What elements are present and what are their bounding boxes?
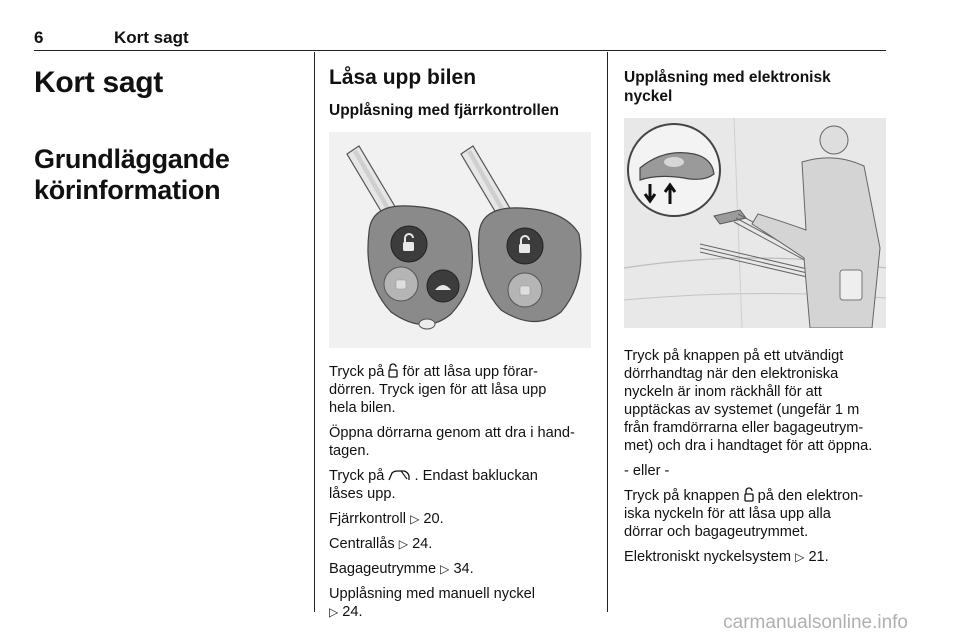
tailgate-icon bbox=[388, 470, 410, 482]
page-header bbox=[34, 28, 886, 51]
subtitle-line2: nyckel bbox=[624, 88, 673, 105]
column-left bbox=[34, 52, 306, 612]
remote-unlock-text bbox=[329, 363, 590, 621]
text: . Endast bakluckan bbox=[414, 468, 538, 484]
text: hela bilen. bbox=[329, 400, 396, 416]
text: Tryck på knappen bbox=[624, 488, 740, 504]
cross-reference[interactable] bbox=[329, 510, 590, 528]
page-ref: 34. bbox=[453, 561, 474, 577]
text: upptäckas av systemet (ungefär 1 m bbox=[624, 402, 860, 418]
watermark: carmanualsonline.info bbox=[723, 612, 908, 633]
column-right bbox=[607, 52, 887, 612]
paragraph bbox=[624, 347, 887, 455]
text: dörren. Tryck igen för att låsa upp bbox=[329, 382, 547, 398]
cross-reference[interactable] bbox=[329, 535, 590, 553]
subtitle-line1: Upplåsning med elektronisk bbox=[624, 69, 831, 86]
column-middle bbox=[314, 52, 590, 620]
text: Tryck på bbox=[329, 468, 385, 484]
paragraph bbox=[624, 487, 887, 541]
two-remote-keys-illustration bbox=[329, 132, 591, 348]
arrow-icon: ▷ bbox=[795, 550, 805, 564]
paragraph bbox=[329, 363, 590, 417]
cross-reference[interactable] bbox=[624, 548, 887, 566]
unlock-section-title: Låsa upp bilen bbox=[329, 66, 477, 89]
electronic-key-subtitle bbox=[624, 68, 887, 106]
text: Bagageutrymme bbox=[329, 561, 437, 577]
section-heading-line2: körinformation bbox=[34, 175, 221, 205]
text: Centrallås bbox=[329, 536, 395, 552]
arrow-icon: ▷ bbox=[398, 537, 408, 551]
text: nyckeln är inom räckhåll för att bbox=[624, 384, 822, 400]
text: för att låsa upp förar- bbox=[402, 364, 539, 380]
arrow-icon: ▷ bbox=[329, 605, 339, 619]
text: från framdörrarna eller bagageutrym- bbox=[624, 420, 864, 436]
arrow-icon: ▷ bbox=[410, 512, 420, 526]
electronic-key-text bbox=[624, 347, 887, 566]
door-handle-inset bbox=[628, 124, 720, 216]
paragraph bbox=[329, 424, 590, 460]
text: dörrar och bagageutrymmet. bbox=[624, 524, 809, 540]
section-heading-line1: Grundläggande bbox=[34, 144, 230, 174]
cross-reference[interactable] bbox=[329, 585, 590, 621]
paragraph: - eller - bbox=[624, 463, 670, 479]
text: dörrhandtag när den elektroniska bbox=[624, 366, 839, 382]
page-ref: 20. bbox=[423, 511, 444, 527]
section-heading bbox=[34, 144, 306, 206]
text: på den elektron- bbox=[757, 488, 864, 504]
page-ref: 24. bbox=[342, 604, 363, 620]
text: låses upp. bbox=[329, 486, 396, 502]
text: iska nyckeln för att låsa upp alla bbox=[624, 506, 831, 522]
cross-reference[interactable] bbox=[329, 560, 590, 578]
electronic-key-figure bbox=[624, 118, 887, 333]
text: tagen. bbox=[329, 443, 370, 459]
text: Tryck på knappen på ett utvändigt bbox=[624, 348, 844, 364]
text: Fjärrkontroll bbox=[329, 511, 407, 527]
text: Elektroniskt nyckelsystem bbox=[624, 549, 792, 565]
remote-keys-figure bbox=[329, 132, 590, 353]
page-ref: 21. bbox=[808, 549, 829, 565]
remote-unlock-subtitle: Upplåsning med fjärrkontrollen bbox=[329, 102, 559, 119]
unlock-icon bbox=[388, 363, 398, 378]
chapter-heading: Kort sagt bbox=[34, 66, 163, 99]
running-title: Kort sagt bbox=[114, 28, 189, 47]
electronic-key-door-handle-illustration bbox=[624, 118, 886, 328]
arrow-icon: ▷ bbox=[440, 562, 450, 576]
paragraph bbox=[329, 467, 590, 503]
text: Upplåsning med manuell nyckel bbox=[329, 586, 536, 602]
unlock-icon bbox=[744, 487, 754, 502]
text: Tryck på bbox=[329, 364, 385, 380]
text: met) och dra i handtaget för att öppna. bbox=[624, 438, 873, 454]
page-ref: 24. bbox=[412, 536, 433, 552]
page-number: 6 bbox=[34, 28, 44, 47]
text: Öppna dörrarna genom att dra i hand- bbox=[329, 425, 575, 441]
